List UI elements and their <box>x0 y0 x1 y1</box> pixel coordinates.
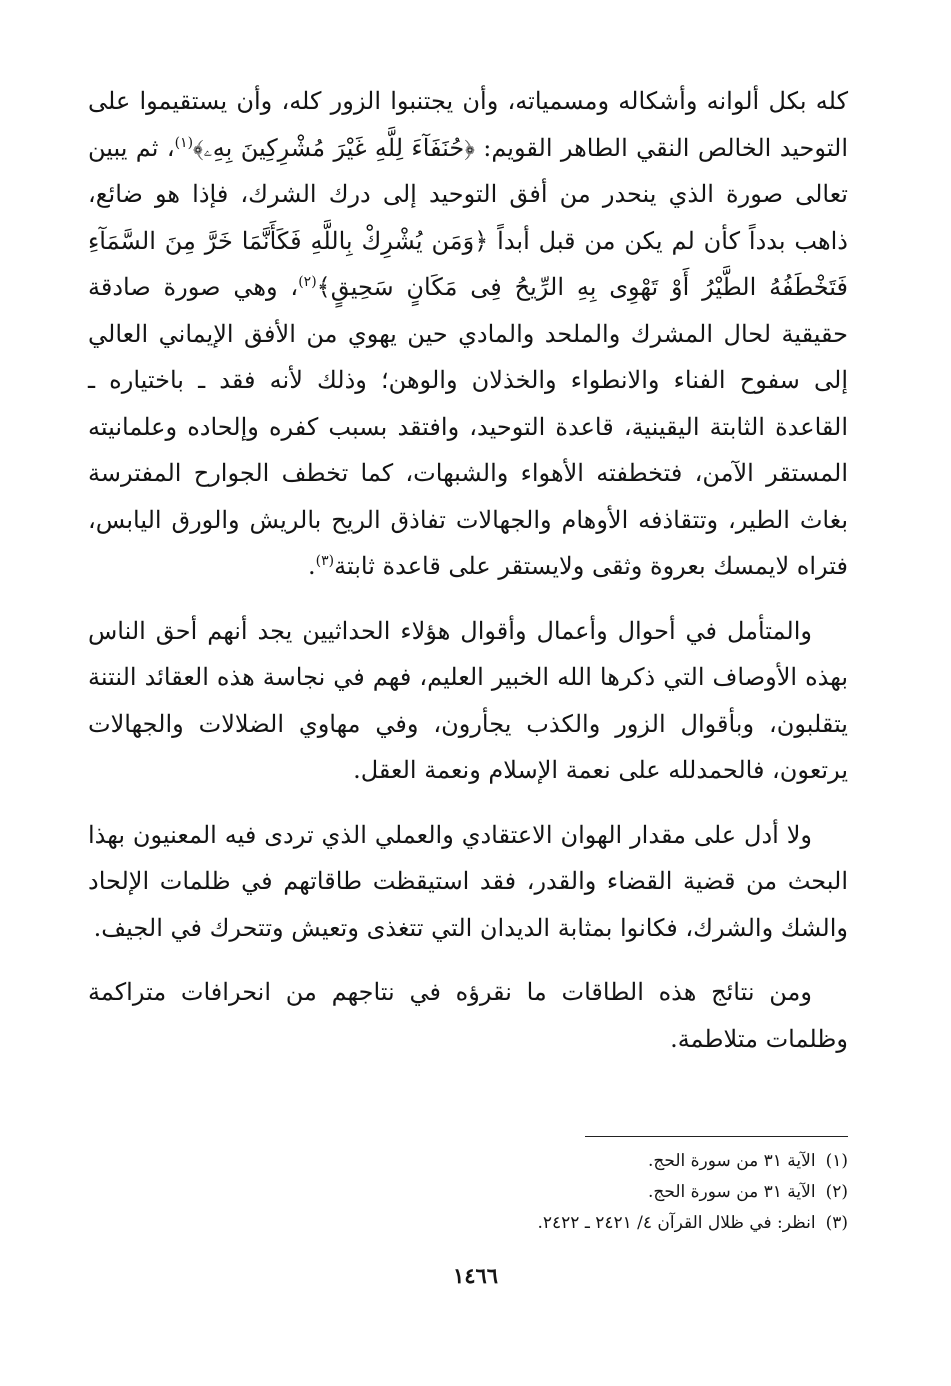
quran-verse-2: ﴿وَمَن يُشْرِكْ بِاللَّهِ فَكَأَنَّمَا خَرَّ مِنَ السَّمَآءِ فَتَخْطَفُهُ الطَّيْرُ أَوْ تَهْوِى بِهِ الرِّيحُ فِى مَكَانٍ سَحِيقٍ﴾ <box>88 226 849 301</box>
paragraph-1-text-3: ، وهي صورة صادقة حقيقية لحال المشرك والملحد والمادي حين يهوي من الأفق الإيماني العالي إلى سفوح الفناء والانطواء والخذلان والوهن؛ وذلك لأنه فقد ـ باختياره ـ القاعدة الثابتة اليقينية، قاعدة التوحيد، وافتقد بسبب كفره وإلحاده وعلمانيته المستقر الآمن، فتخطفته الأهواء والشبهات، كما تخطف الجوارح المفترسة بغاث الطير، وتتقاذفه الأوهام والجهالات تفاذق الريح بالريش والورق اليابس، فتراه لايمسك بعروة وثقى ولايستقر على قاعدة ثابتة <box>88 273 848 580</box>
paragraph-3: ولا أدل على مقدار الهوان الاعتقادي والعملي الذي تردى فيه المعنيون بهذا البحث من قضية القضاء والقدر، فقد استيقظت طاقاتهم في ظلمات الإلحاد والشك والشرك، فكانوا بمثابة الديدان التي تتغذى وتعيش وتتحرك في الجيف. <box>88 820 848 942</box>
paragraph-2: والمتأمل في أحوال وأعمال وأقوال هؤلاء الحداثيين يجد أنهم أحق الناس بهذه الأوصاف التي ذكرها الله الخبير العليم، فهم في نجاسة هذه العقائد النتنة يتقلبون، وبأقوال الزور والكذب يجأرون، وفي مهاوي الضلالات والجهالات يرتعون، فالحمدلله على نعمة الإسلام ونعمة العقل. <box>88 616 848 784</box>
footnote-3-text: انظر: في ظلال القرآن ٤/ ٢٤٢١ ـ ٢٤٢٢. <box>537 1213 816 1233</box>
paragraph-4: ومن نتائج هذه الطاقات ما نقرؤه في نتاجهم من انحرافات متراكمة وظلمات متلاطمة. <box>88 978 848 1053</box>
footnote-separator <box>585 1136 848 1137</box>
footnote-ref-3: (٣) <box>315 553 335 569</box>
paragraph-1-text-4: . <box>308 552 316 580</box>
paragraph-1 <box>88 78 848 590</box>
footnote-2 <box>300 1177 848 1208</box>
footnote-3 <box>300 1208 848 1239</box>
footnote-1 <box>300 1146 848 1177</box>
footnote-1-number: (١) <box>825 1151 848 1171</box>
footnotes <box>300 1146 848 1239</box>
paragraph-1-text-1: كله بكل ألوانه وأشكاله ومسمياته، وأن يجتنبوا الزور كله، وأن يستقيموا على التوحيد الخالص النقي الطاهر القويم: <box>88 87 849 162</box>
footnote-ref-1: (١) <box>174 134 194 151</box>
footnote-1-text: الآية ٣١ من سورة الحج. <box>647 1151 816 1171</box>
footnote-2-number: (٢) <box>825 1182 848 1202</box>
page-number: ١٤٦٦ <box>452 1263 499 1288</box>
quran-verse-1: ﴿حُنَفَآءَ لِلَّهِ غَيْرَ مُشْرِكِينَ بِهِۦ﴾ <box>193 133 475 162</box>
paragraph-1-text-2: ، ثم يبين تعالى صورة الذي ينحدر من أفق التوحيد إلى درك الشرك، فإذا هو ضائع، ذاهب بدداً كأن لم يكن من قبل أبداً <box>88 133 848 255</box>
footnote-3-number: (٣) <box>825 1213 848 1233</box>
page-body <box>88 78 848 1062</box>
footnote-2-text: الآية ٣١ من سورة الحج. <box>647 1182 816 1202</box>
footnote-ref-2: (٢) <box>298 274 317 290</box>
